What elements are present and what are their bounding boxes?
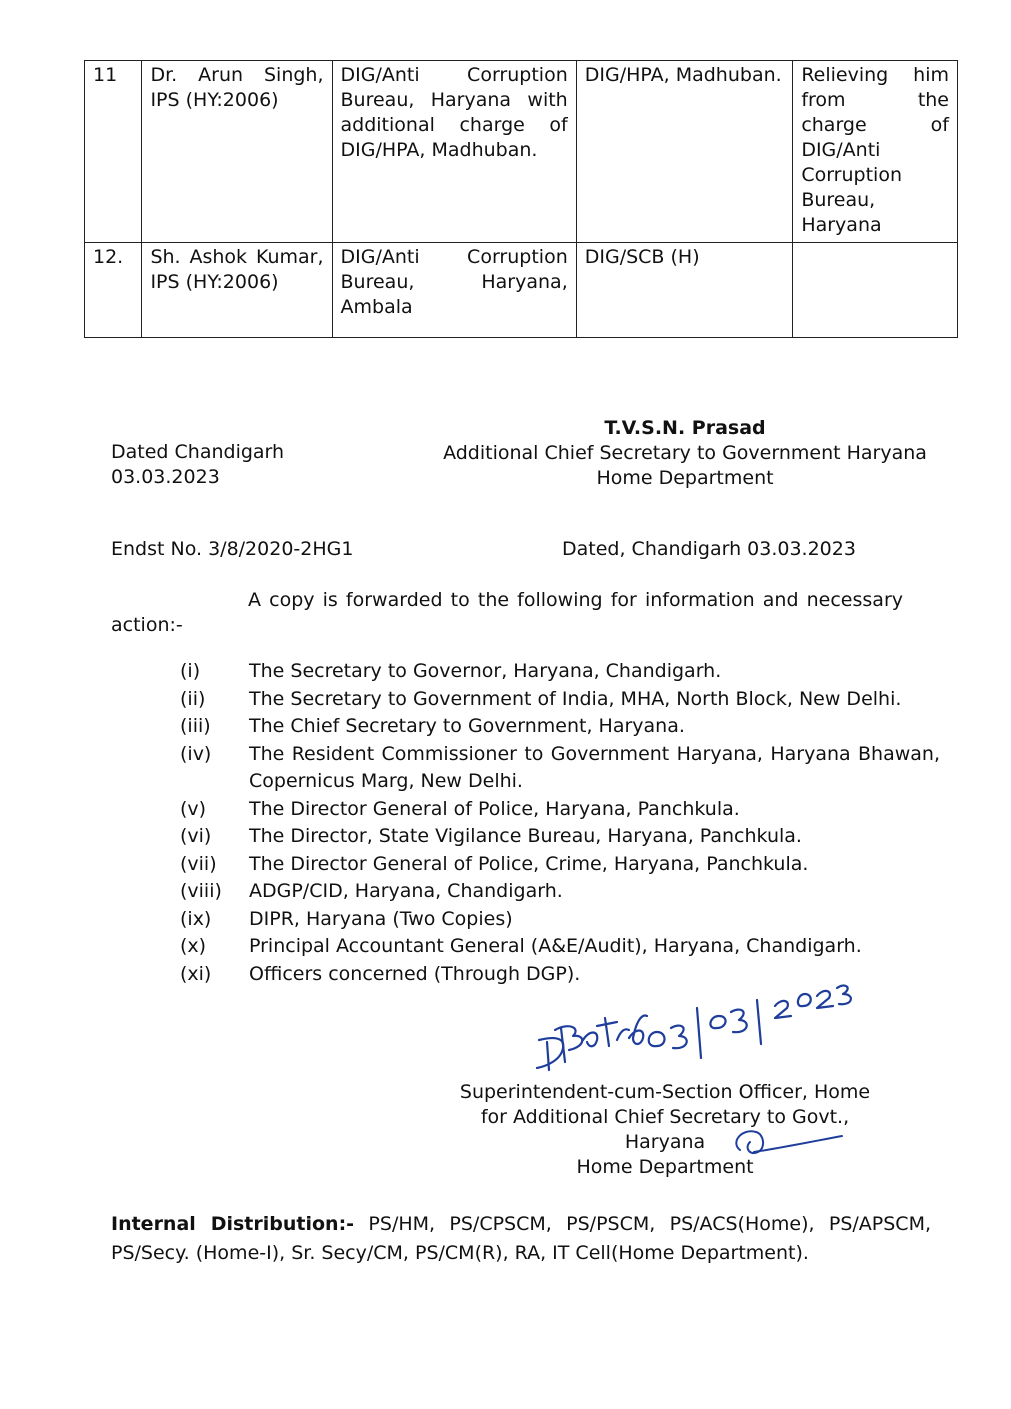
list-number: (iii)	[180, 715, 211, 737]
list-text: Principal Accountant General (A&E/Audit), Haryana, Chandigarh.	[249, 935, 862, 957]
handwritten-signature	[525, 978, 855, 1078]
list-number: (vii)	[180, 852, 217, 875]
signatory-designation: Superintendent-cum-Section Officer, Home	[459, 1081, 871, 1103]
list-text: The Director, State Vigilance Bureau, Haryana, Panchkula.	[249, 825, 802, 847]
list-text: The Secretary to Governor, Haryana, Chandigarh.	[249, 660, 722, 682]
internal-distribution-label: Internal Distribution:-	[111, 1213, 355, 1235]
officer-name-cell: Sh. Ashok Kumar, IPS (HY:2006)	[142, 243, 332, 338]
list-number: (v)	[180, 797, 207, 820]
list-text: The Chief Secretary to Government, Haryana.	[249, 715, 685, 737]
list-item	[180, 658, 940, 686]
serial-number-cell: 11	[85, 61, 142, 243]
list-text: DIPR, Haryana (Two Copies)	[249, 907, 513, 930]
list-text: Officers concerned (Through DGP).	[249, 962, 581, 985]
list-item	[180, 796, 940, 824]
list-text: The Director General of Police, Crime, Haryana, Panchkula.	[249, 852, 809, 875]
officer-name-cell: Dr. Arun Singh, IPS (HY:2006)	[142, 61, 332, 243]
list-item	[180, 851, 940, 879]
list-item	[180, 713, 940, 741]
table-row	[85, 61, 958, 243]
dated-date: 03.03.2023	[111, 466, 220, 488]
list-item	[180, 906, 940, 934]
endorsement-date: Dated, Chandigarh 03.03.2023	[562, 538, 856, 560]
list-item	[180, 823, 940, 851]
recipient-list	[180, 658, 940, 988]
dated-place: Dated Chandigarh	[111, 441, 285, 463]
posted-from-cell: DIG/Anti Corruption Bureau, Haryana with additional charge of DIG/HPA, Madhuban.	[332, 61, 576, 243]
signatory-department: Home Department	[576, 1156, 754, 1178]
officer-name: T.V.S.N. Prasad	[604, 417, 766, 439]
endorsement-number: Endst No. 3/8/2020-2HG1	[111, 538, 354, 560]
list-text: ADGP/CID, Haryana, Chandigarh.	[249, 880, 563, 902]
list-number: (x)	[180, 935, 207, 957]
dated-block	[111, 440, 284, 490]
postings-table	[84, 60, 958, 338]
officer-department: Home Department	[596, 467, 774, 489]
list-text: The Director General of Police, Haryana, Panchkula.	[249, 797, 740, 820]
list-item	[180, 741, 940, 796]
list-number: (i)	[180, 660, 201, 682]
list-number: (ii)	[180, 687, 206, 710]
list-text: The Secretary to Government of India, MHA, North Block, New Delhi.	[249, 687, 902, 710]
issuing-officer-block	[440, 416, 930, 491]
posted-from-cell: DIG/Anti Corruption Bureau, Haryana, Ambala	[332, 243, 576, 338]
remarks-cell: Relieving him from the charge of DIG/Anti Corruption Bureau, Haryana	[793, 61, 958, 243]
list-number: (ix)	[180, 907, 212, 930]
list-text: The Resident Commissioner to Government Haryana, Haryana Bhawan, Copernicus Marg, New Delhi.	[249, 742, 940, 792]
list-item	[180, 686, 940, 714]
copy-forward-paragraph: A copy is forwarded to the following for information and necessary action:-	[111, 589, 903, 636]
signatory-on-behalf: for Additional Chief Secretary to Govt., Haryana	[480, 1106, 850, 1153]
list-number: (xi)	[180, 962, 212, 985]
list-item	[180, 933, 940, 961]
initials-scribble	[730, 1124, 850, 1160]
officer-designation: Additional Chief Secretary to Government Haryana	[443, 442, 927, 464]
list-item	[180, 878, 940, 906]
table-row	[85, 243, 958, 338]
internal-distribution-list: PS/HM, PS/CPSCM, PS/PSCM, PS/ACS(Home), PS/APSCM, PS/Secy. (Home-I), Sr. Secy/CM, PS/CM(R), RA, IT Cell(Home Department).	[111, 1213, 931, 1264]
list-number: (vi)	[180, 825, 212, 847]
posted-to-cell: DIG/SCB (H)	[576, 243, 793, 338]
list-number: (viii)	[180, 880, 222, 902]
list-number: (iv)	[180, 742, 212, 765]
posted-to-cell: DIG/HPA, Madhuban.	[576, 61, 793, 243]
internal-distribution	[111, 1210, 931, 1268]
remarks-cell	[793, 243, 958, 338]
serial-number-cell: 12.	[85, 243, 142, 338]
